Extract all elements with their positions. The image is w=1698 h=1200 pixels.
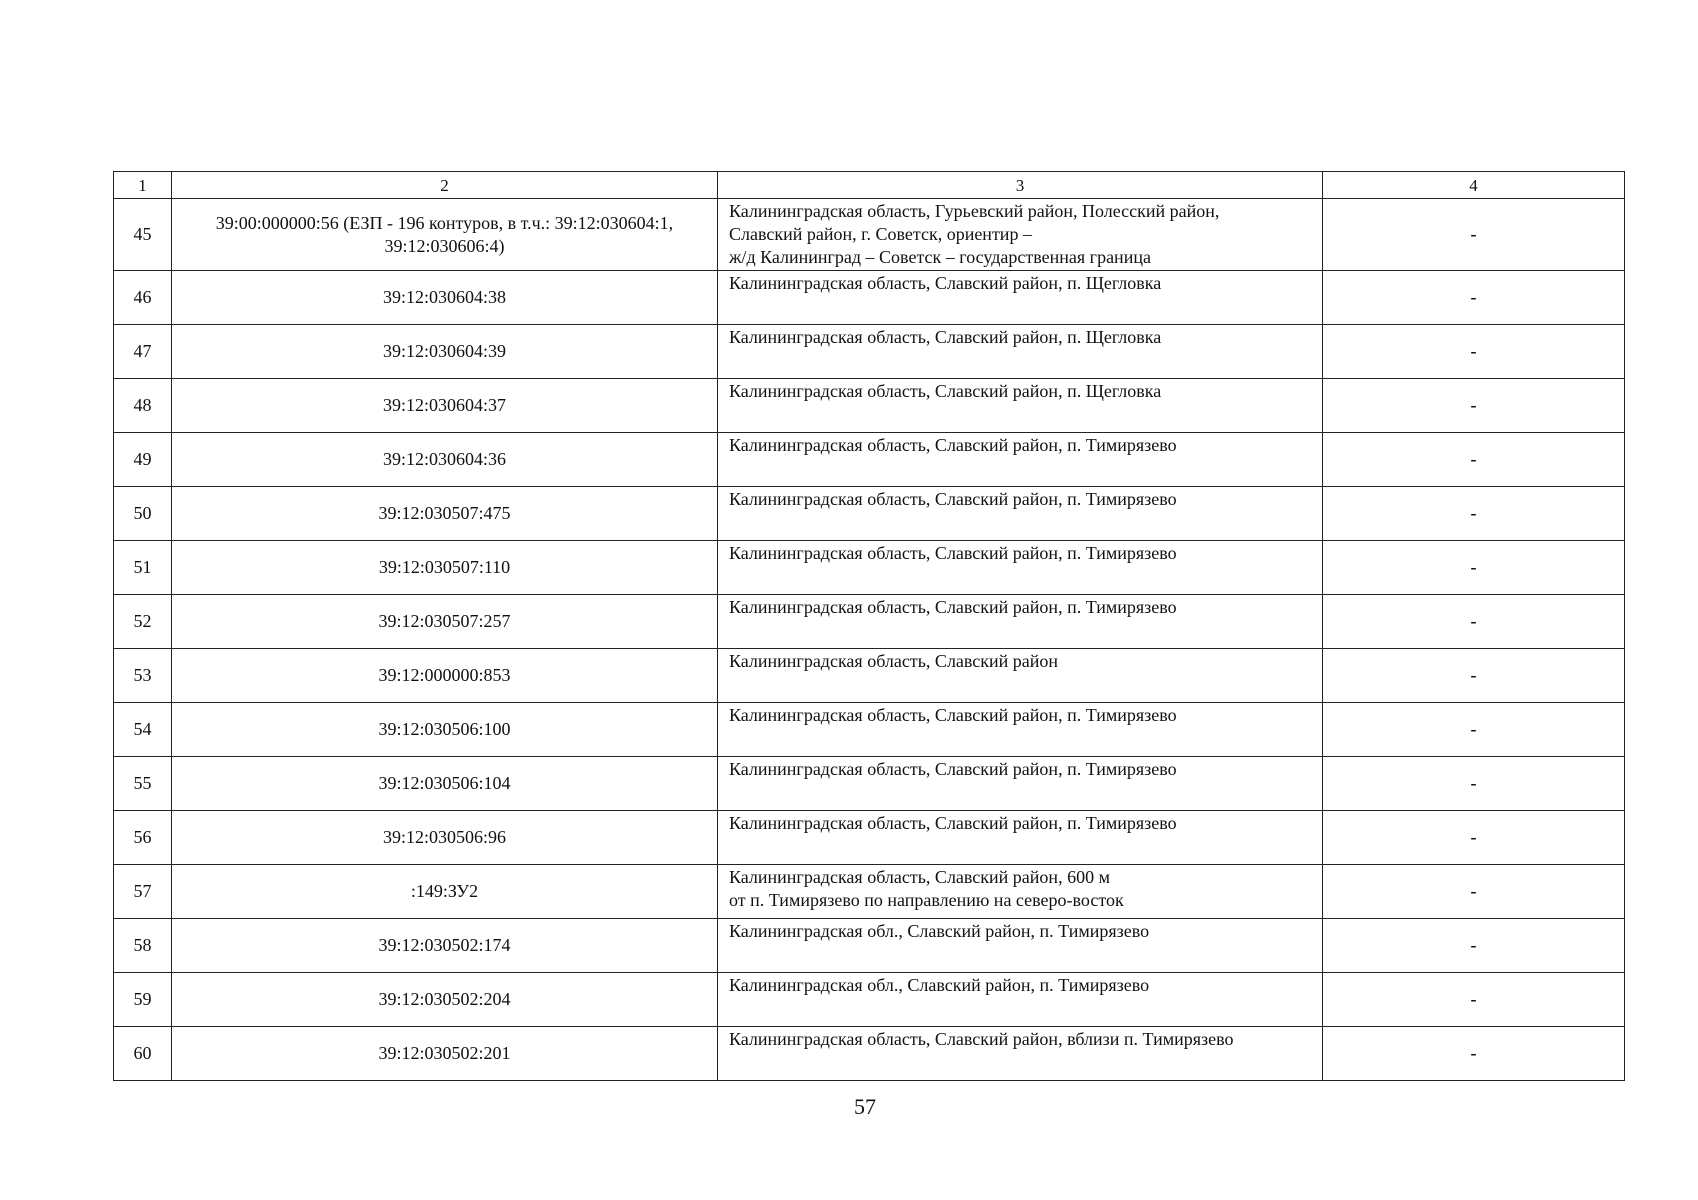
note-cell: - [1323,919,1625,973]
address-cell [718,595,1323,649]
cadastral-number-cell: 39:12:030506:96 [172,811,718,865]
row-number-cell: 45 [114,199,172,271]
address-line: Калининградская область, Славский район [729,651,1059,671]
address-line: Калининградская область, Славский район, 600 м [729,867,1110,887]
row-number-cell: 54 [114,703,172,757]
table-row [114,271,1625,325]
table-row [114,199,1625,271]
cadastral-number-cell: 39:12:030502:201 [172,1027,718,1081]
address-line: ж/д Калининград – Советск – государственная граница [729,247,1151,267]
cadastral-number-cell: 39:12:030506:104 [172,757,718,811]
address-line: Славский район, г. Советск, ориентир – [729,224,1032,244]
address-line: от п. Тимирязево по направлению на северо-восток [729,890,1124,910]
header-cell-1: 1 [114,172,172,199]
address-cell [718,433,1323,487]
cadastral-number-cell: :149:ЗУ2 [172,865,718,919]
row-number-cell: 49 [114,433,172,487]
note-cell: - [1323,973,1625,1027]
cadastral-number-cell: 39:12:000000:853 [172,649,718,703]
row-number-cell: 59 [114,973,172,1027]
cadastral-number-cell: 39:12:030507:475 [172,487,718,541]
note-cell: - [1323,379,1625,433]
table-row [114,865,1625,919]
address-cell [718,325,1323,379]
note-cell: - [1323,703,1625,757]
address-line: Калининградская область, Славский район, п. Щегловка [729,327,1162,347]
address-line: Калининградская область, Славский район, вблизи п. Тимирязево [729,1029,1234,1049]
address-cell [718,703,1323,757]
address-line: Калининградская область, Славский район, п. Тимирязево [729,759,1177,779]
row-number-cell: 53 [114,649,172,703]
table-row [114,487,1625,541]
address-cell [718,541,1323,595]
address-line: Калининградская область, Славский район, п. Тимирязево [729,813,1177,833]
table-row [114,595,1625,649]
address-cell [718,1027,1323,1081]
address-line: Калининградская обл., Славский район, п. Тимирязево [729,975,1150,995]
address-line: Калининградская область, Славский район, п. Тимирязево [729,489,1177,509]
row-number-cell: 47 [114,325,172,379]
table-row [114,1027,1625,1081]
note-cell: - [1323,757,1625,811]
row-number-cell: 57 [114,865,172,919]
address-line: Калининградская область, Славский район, п. Щегловка [729,273,1162,293]
land-plots-table [113,171,1625,1081]
address-cell [718,865,1323,919]
row-number-cell: 52 [114,595,172,649]
address-cell [718,379,1323,433]
table-row [114,811,1625,865]
note-cell: - [1323,487,1625,541]
address-line: Калининградская область, Славский район, п. Тимирязево [729,705,1177,725]
header-cell-3: 3 [718,172,1323,199]
note-cell: - [1323,433,1625,487]
row-number-cell: 51 [114,541,172,595]
row-number-cell: 60 [114,1027,172,1081]
table-row [114,919,1625,973]
table-row [114,757,1625,811]
cadastral-number-cell: 39:12:030507:257 [172,595,718,649]
cadastral-number-cell: 39:12:030604:39 [172,325,718,379]
table-row [114,973,1625,1027]
cadastral-number-cell: 39:12:030604:37 [172,379,718,433]
row-number-cell: 58 [114,919,172,973]
address-line: Калининградская область, Гурьевский район, Полесский район, [729,201,1220,221]
note-cell: - [1323,541,1625,595]
header-cell-2: 2 [172,172,718,199]
row-number-cell: 50 [114,487,172,541]
table-row [114,649,1625,703]
address-line: Калининградская область, Славский район, п. Тимирязево [729,543,1177,563]
table-body [114,172,1625,1081]
cadastral-number-cell: 39:12:030507:110 [172,541,718,595]
address-cell [718,487,1323,541]
note-cell: - [1323,325,1625,379]
cadastral-number-cell: 39:12:030604:38 [172,271,718,325]
note-cell: - [1323,865,1625,919]
note-cell: - [1323,1027,1625,1081]
table-row [114,703,1625,757]
page-number: 57 [854,1094,876,1119]
note-cell: - [1323,811,1625,865]
cadastral-number-cell: 39:12:030604:36 [172,433,718,487]
table-row [114,379,1625,433]
address-line: Калининградская область, Славский район, п. Тимирязево [729,597,1177,617]
address-cell [718,973,1323,1027]
cadastral-number-cell: 39:12:030506:100 [172,703,718,757]
row-number-cell: 46 [114,271,172,325]
table-row [114,433,1625,487]
address-cell [718,919,1323,973]
address-line: Калининградская область, Славский район, п. Тимирязево [729,435,1177,455]
header-row [114,172,1625,199]
address-cell [718,199,1323,271]
address-line: Калининградская область, Славский район, п. Щегловка [729,381,1162,401]
note-cell: - [1323,271,1625,325]
header-cell-4: 4 [1323,172,1625,199]
row-number-cell: 48 [114,379,172,433]
table-row [114,325,1625,379]
address-line: Калининградская обл., Славский район, п. Тимирязево [729,921,1150,941]
note-cell: - [1323,595,1625,649]
address-cell [718,811,1323,865]
note-cell: - [1323,649,1625,703]
row-number-cell: 55 [114,757,172,811]
cadastral-number-cell: 39:12:030502:174 [172,919,718,973]
row-number-cell: 56 [114,811,172,865]
table-row [114,541,1625,595]
address-cell [718,649,1323,703]
note-cell: - [1323,199,1625,271]
address-cell [718,757,1323,811]
cadastral-number-cell: 39:00:000000:56 (ЕЗП - 196 контуров, в т.ч.: 39:12:030604:1, 39:12:030606:4) [172,199,718,271]
cadastral-number-cell: 39:12:030502:204 [172,973,718,1027]
address-cell [718,271,1323,325]
